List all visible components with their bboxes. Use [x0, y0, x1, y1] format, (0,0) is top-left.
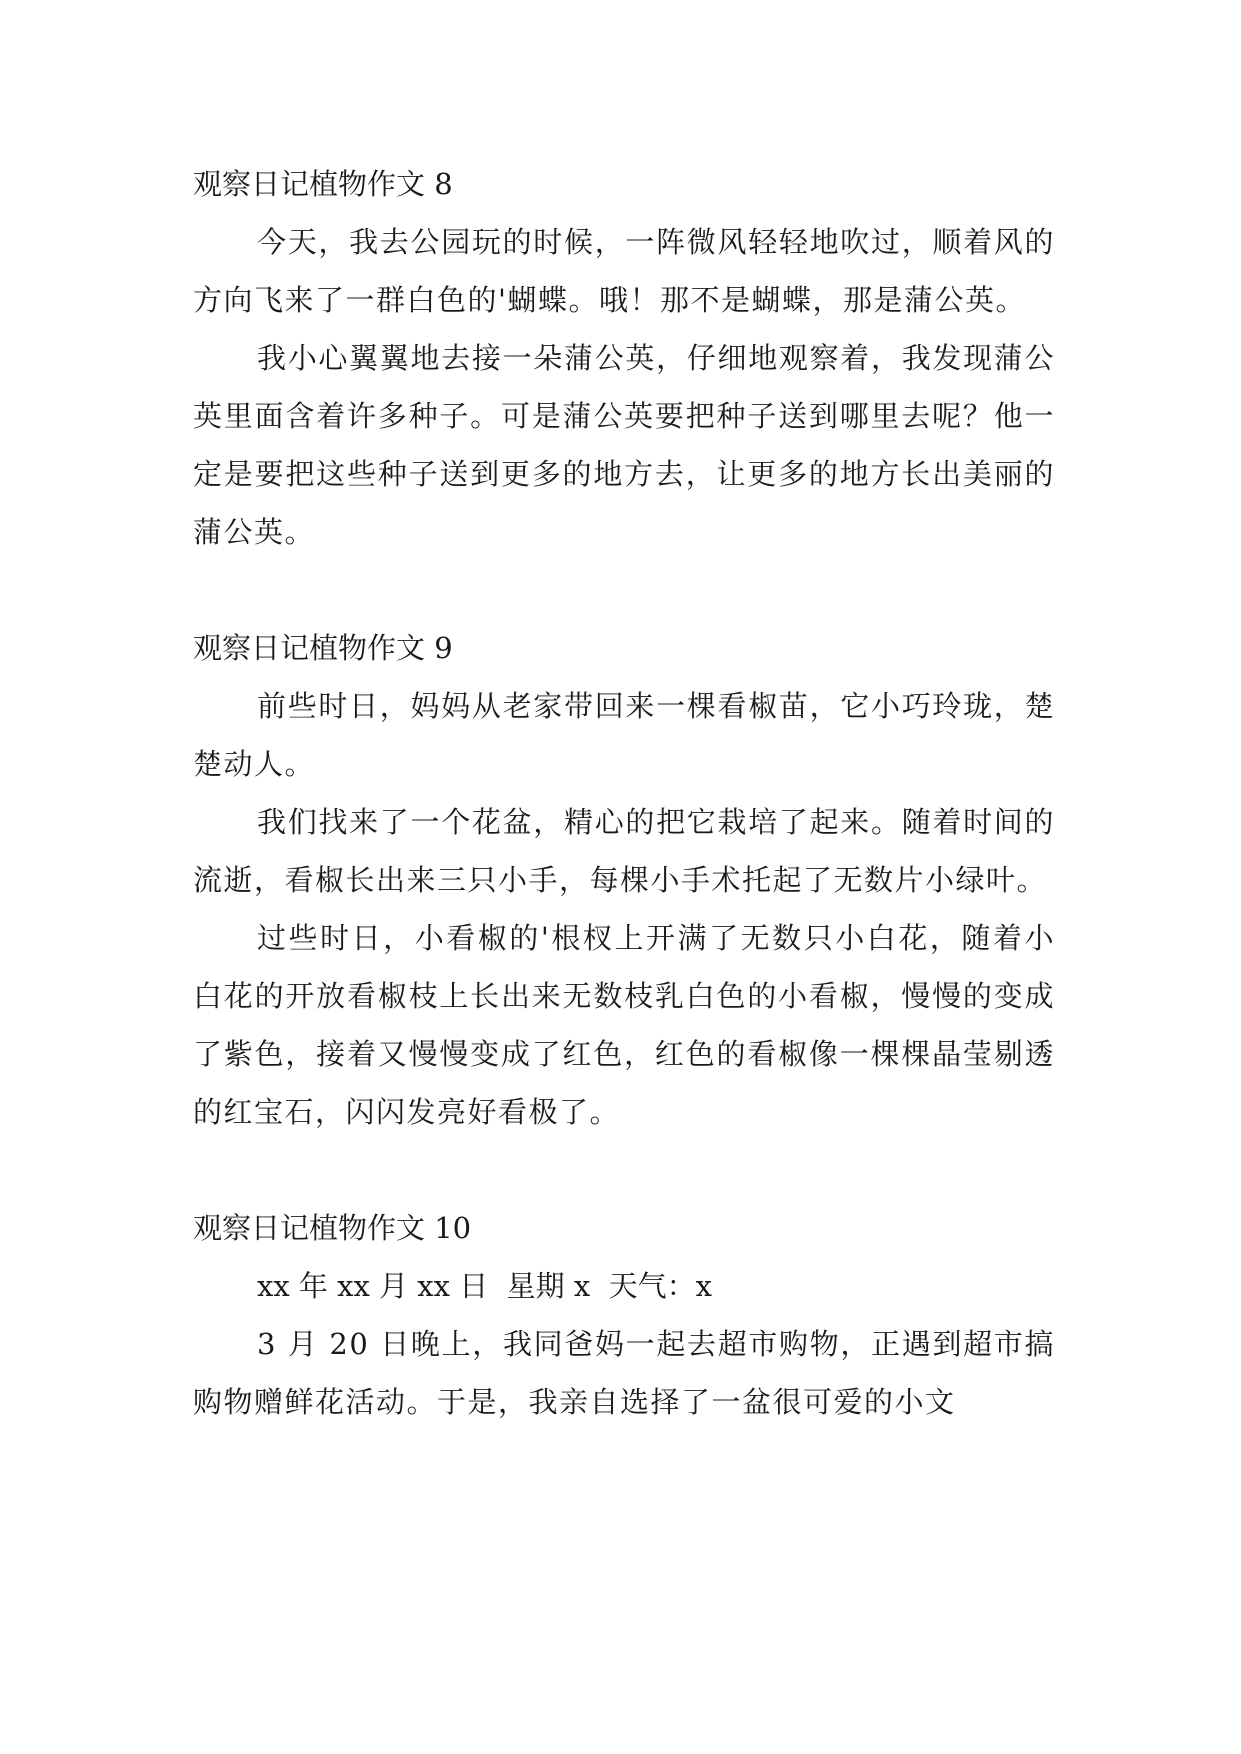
section-title: 观察日记植物作文 10 [193, 1211, 472, 1245]
document-page [193, 155, 1055, 1431]
section-spacer [193, 1141, 1055, 1199]
essay-section-10 [193, 1199, 1055, 1431]
paragraph: 前些时日，妈妈从老家带回来一棵看椒苗，它小巧玲珑，楚楚动人。 [193, 689, 1055, 781]
paragraph: 过些时日，小看椒的'根杈上开满了无数只小白花，随着小白花的开放看椒枝上长出来无数枝乳白色的小看椒，慢慢的变成了紫色，接着又慢慢变成了红色，红色的看椒像一棵棵晶莹剔透的红宝石，闪闪发亮好看极了。 [193, 921, 1055, 1129]
paragraph: 我们找来了一个花盆，精心的把它栽培了起来。随着时间的流逝，看椒长出来三只小手，每棵小手术托起了无数片小绿叶。 [193, 805, 1055, 897]
paragraph: 我小心翼翼地去接一朵蒲公英，仔细地观察着，我发现蒲公英里面含着许多种子。可是蒲公英要把种子送到哪里去呢？他一定是要把这些种子送到更多的地方去，让更多的地方长出美丽的蒲公英。 [193, 341, 1055, 549]
essay-section-8 [193, 155, 1055, 561]
paragraph: 3 月 20 日晚上，我同爸妈一起去超市购物，正遇到超市搞购物赠鲜花活动。于是，我亲自选择了一盆很可爱的小文 [193, 1327, 1055, 1419]
section-spacer [193, 561, 1055, 619]
diary-dateline: xx 年 xx 月 xx 日 星期 x 天气：x [257, 1269, 713, 1303]
section-title: 观察日记植物作文 9 [193, 631, 453, 665]
paragraph: 今天，我去公园玩的时候，一阵微风轻轻地吹过，顺着风的方向飞来了一群白色的'蝴蝶。哦！那不是蝴蝶，那是蒲公英。 [193, 225, 1055, 317]
section-title: 观察日记植物作文 8 [193, 167, 453, 201]
essay-section-9 [193, 619, 1055, 1141]
